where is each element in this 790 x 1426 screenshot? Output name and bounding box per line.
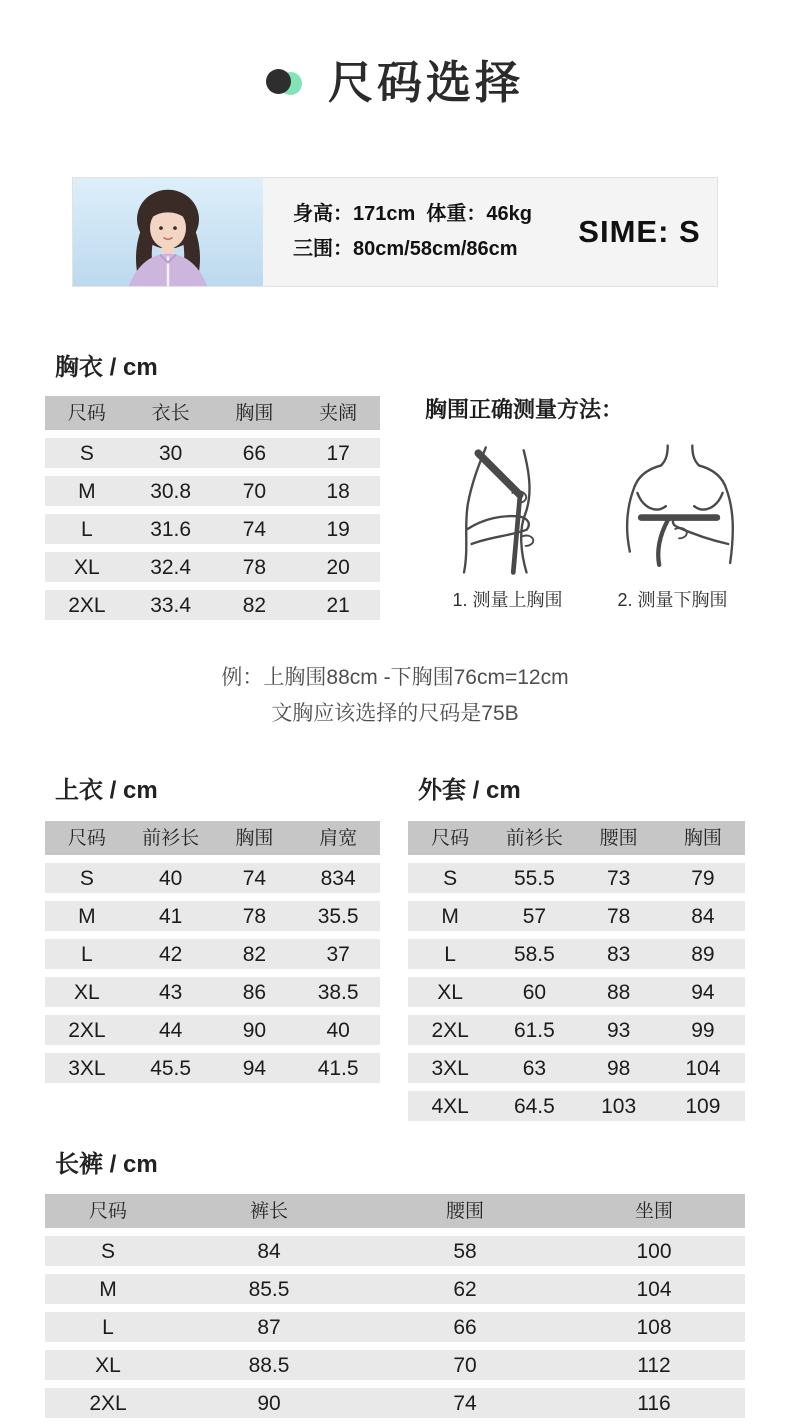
table-cell: XL <box>437 980 463 1004</box>
table-cell: 104 <box>685 1056 721 1080</box>
table-cell: 19 <box>326 517 350 541</box>
table-cell: 62 <box>453 1277 477 1301</box>
page-title: 尺码选择 <box>327 56 524 108</box>
table-cell: S <box>79 441 94 465</box>
column-header: 坐围 <box>634 1200 673 1222</box>
table-cell: S <box>443 866 458 890</box>
table-cell: 66 <box>242 441 267 465</box>
table-cell: 64.5 <box>513 1094 555 1118</box>
table-cell: 3XL <box>68 1056 106 1080</box>
table-cell: 82 <box>242 593 267 617</box>
table-cell: 98 <box>606 1056 631 1080</box>
table-cell: 37 <box>326 942 350 966</box>
column-header: 前衫长 <box>505 827 563 849</box>
column-header: 肩宽 <box>319 827 358 849</box>
table-cell: 104 <box>636 1277 672 1301</box>
table-cell: 30.8 <box>150 479 192 503</box>
table-row <box>45 514 380 544</box>
measure-illustrations <box>425 438 755 580</box>
table-cell: 70 <box>242 479 267 503</box>
bra-size-table <box>45 396 380 628</box>
table-cell: 74 <box>242 517 267 541</box>
column-header: 腰围 <box>599 827 638 849</box>
table-row <box>45 552 380 582</box>
model-photo <box>73 178 263 286</box>
table-cell: M <box>78 904 96 928</box>
table-cell: S <box>79 866 94 890</box>
column-header: 尺码 <box>431 827 470 849</box>
table-cell: 112 <box>637 1353 671 1377</box>
column-header: 胸围 <box>235 827 274 849</box>
jacket-size-table <box>408 821 745 1129</box>
table-row <box>408 939 745 969</box>
column-header: 夹阔 <box>319 402 358 424</box>
table-cell: 66 <box>453 1315 477 1339</box>
under-bust-measure-illustration <box>605 438 755 580</box>
top-table-title: 上衣 / cm <box>55 777 158 804</box>
table-cell: 31.6 <box>150 517 192 541</box>
table-cell: 58 <box>453 1239 477 1263</box>
table-cell: M <box>441 904 459 928</box>
table-row <box>45 476 380 506</box>
table-cell: 89 <box>691 942 715 966</box>
column-header: 衣长 <box>151 402 190 424</box>
table-cell: 84 <box>257 1239 281 1263</box>
table-cell: 88.5 <box>248 1353 290 1377</box>
table-cell: L <box>444 942 456 966</box>
table-cell: L <box>81 942 93 966</box>
table-row <box>408 977 745 1007</box>
table-cell: 74 <box>242 866 267 890</box>
table-row <box>45 977 380 1007</box>
table-row <box>45 939 380 969</box>
table-cell: 42 <box>158 942 183 966</box>
table-cell: 82 <box>242 942 267 966</box>
table-cell: 20 <box>326 555 350 579</box>
table-cell: 40 <box>158 866 183 890</box>
model-size-label: SIME: S <box>578 214 701 249</box>
upper-bust-measure-illustration <box>425 438 575 580</box>
table-header-row <box>408 821 745 855</box>
table-cell: 85.5 <box>248 1277 290 1301</box>
table-cell: 103 <box>601 1094 637 1118</box>
table-cell: 70 <box>453 1353 477 1377</box>
model-three-sizes: 三围：80cm/58cm/86cm <box>293 238 518 260</box>
table-cell: XL <box>95 1353 121 1377</box>
table-row <box>408 1015 745 1045</box>
table-cell: 4XL <box>431 1094 469 1118</box>
table-cell: 18 <box>326 479 350 503</box>
table-cell: 88 <box>606 980 631 1004</box>
table-cell: XL <box>74 980 100 1004</box>
top-size-table <box>45 821 380 1091</box>
jacket-table-title: 外套 / cm <box>418 777 521 804</box>
table-cell: 78 <box>242 555 267 579</box>
bra-table-title: 胸衣 / cm <box>55 354 158 381</box>
column-header: 尺码 <box>88 1200 127 1222</box>
table-cell: 43 <box>158 980 183 1004</box>
table-cell: 834 <box>320 866 356 890</box>
column-header: 尺码 <box>67 827 106 849</box>
pants-size-table <box>45 1194 745 1426</box>
table-cell: 74 <box>453 1391 477 1415</box>
measure-caption-under: 2. 测量下胸围 <box>617 590 728 610</box>
table-cell: XL <box>74 555 100 579</box>
table-row <box>408 863 745 893</box>
table-cell: 93 <box>606 1018 631 1042</box>
table-row <box>45 438 380 468</box>
table-cell: 58.5 <box>513 942 555 966</box>
table-cell: 41.5 <box>317 1056 359 1080</box>
column-header: 裤长 <box>249 1200 288 1222</box>
table-cell: 38.5 <box>317 980 359 1004</box>
table-cell: 90 <box>257 1391 281 1415</box>
table-cell: 108 <box>636 1315 672 1339</box>
table-cell: 61.5 <box>513 1018 555 1042</box>
table-cell: 78 <box>242 904 267 928</box>
table-cell: 57 <box>522 904 547 928</box>
table-row <box>45 1350 745 1380</box>
table-row <box>45 1388 745 1418</box>
example-line-2: 文胸应该选择的尺码是75B <box>271 702 519 725</box>
table-cell: 32.4 <box>150 555 192 579</box>
measure-captions <box>425 590 755 612</box>
table-cell: 116 <box>637 1391 671 1415</box>
pants-table-title: 长裤 / cm <box>55 1151 158 1178</box>
column-header: 胸围 <box>683 827 722 849</box>
table-row <box>408 901 745 931</box>
table-cell: 40 <box>326 1018 350 1042</box>
model-height-weight: 身高：171cm 体重：46kg <box>293 203 532 225</box>
table-header-row <box>45 396 380 430</box>
page-title-row <box>0 54 790 110</box>
table-cell: 100 <box>636 1239 672 1263</box>
table-cell: 17 <box>326 441 350 465</box>
table-cell: M <box>99 1277 117 1301</box>
model-measurements <box>263 197 532 267</box>
table-row <box>408 1091 745 1121</box>
table-cell: L <box>102 1315 114 1339</box>
table-row <box>45 590 380 620</box>
table-cell: L <box>81 517 93 541</box>
table-cell: 99 <box>691 1018 715 1042</box>
table-cell: S <box>100 1239 115 1263</box>
table-cell: 73 <box>606 866 631 890</box>
table-row <box>45 1015 380 1045</box>
table-cell: 35.5 <box>317 904 359 928</box>
table-cell: 45.5 <box>150 1056 192 1080</box>
measure-caption-upper: 1. 测量上胸围 <box>452 590 563 610</box>
table-cell: 44 <box>158 1018 183 1042</box>
model-info-banner <box>72 177 718 287</box>
table-cell: 84 <box>691 904 715 928</box>
table-row <box>45 901 380 931</box>
table-cell: 87 <box>257 1315 281 1339</box>
table-cell: 94 <box>242 1056 267 1080</box>
table-cell: 3XL <box>431 1056 469 1080</box>
bra-size-example <box>0 660 790 732</box>
dot-dark-icon <box>266 69 291 94</box>
table-cell: 78 <box>606 904 631 928</box>
table-row <box>408 1053 745 1083</box>
column-header: 胸围 <box>235 402 274 424</box>
table-cell: 94 <box>691 980 715 1004</box>
table-row <box>45 863 380 893</box>
table-cell: 109 <box>685 1094 721 1118</box>
table-cell: 90 <box>242 1018 267 1042</box>
table-cell: 21 <box>326 593 350 617</box>
table-row <box>45 1053 380 1083</box>
column-header: 前衫长 <box>142 827 200 849</box>
example-line-1: 例：上胸围88cm -下胸围76cm=12cm <box>221 666 569 689</box>
table-cell: 55.5 <box>513 866 555 890</box>
table-header-row <box>45 821 380 855</box>
table-cell: M <box>78 479 96 503</box>
double-dot-icon <box>266 68 304 96</box>
table-cell: 60 <box>522 980 547 1004</box>
table-cell: 2XL <box>89 1391 127 1415</box>
column-header: 尺码 <box>67 402 106 424</box>
table-cell: 33.4 <box>150 593 192 617</box>
column-header: 腰围 <box>445 1200 484 1222</box>
table-cell: 2XL <box>68 1018 106 1042</box>
table-cell: 41 <box>158 904 183 928</box>
table-cell: 63 <box>522 1056 547 1080</box>
table-row <box>45 1236 745 1266</box>
table-header-row <box>45 1194 745 1228</box>
table-cell: 86 <box>242 980 267 1004</box>
measure-method-heading: 胸围正确测量方法： <box>425 397 624 422</box>
table-row <box>45 1274 745 1304</box>
table-cell: 83 <box>606 942 631 966</box>
table-cell: 2XL <box>68 593 106 617</box>
table-cell: 2XL <box>431 1018 469 1042</box>
table-row <box>45 1312 745 1342</box>
table-cell: 30 <box>158 441 183 465</box>
table-cell: 79 <box>691 866 715 890</box>
